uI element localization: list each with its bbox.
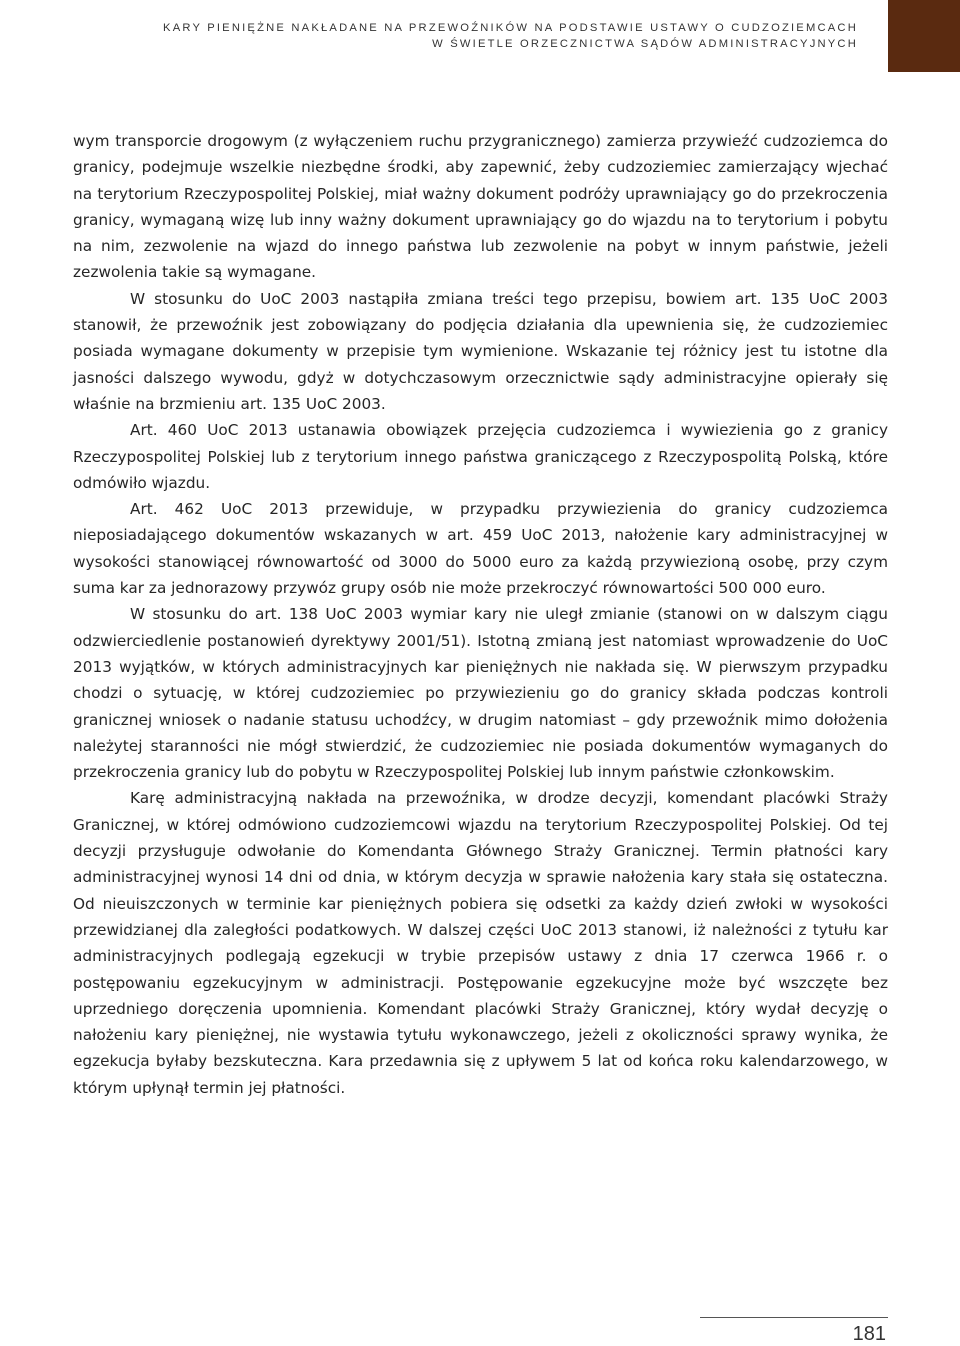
body-text bbox=[73, 128, 888, 1101]
paragraph: W stosunku do art. 138 UoC 2003 wymiar kary nie uległ zmianie (stanowi on w dalszym ciągu odzwierciedlenie postanowień dyrektywy 2001/51). Istotną zmianą jest natomiast wprowadzenie do UoC 2013 wyjątków, w których administracyjnych kar pieniężnych nie nakłada się. W pierwszym przypadku chodzi o sytuację, w której cudzoziemiec po przywiezieniu go do granicy składa podczas kontroli granicznej wniosek o nadanie statusu uchodźcy, w drugim natomiast – gdy przewoźnik mimo dołożenia należytej staranności nie mógł stwierdzić, że cudzoziemiec nie posiada dokumentów wymaganych do przekroczenia granicy lub do pobytu w Rzeczypospolitej Polskiej lub innym państwie członkowskim. bbox=[73, 605, 888, 782]
running-header bbox=[60, 20, 858, 52]
paragraph: Art. 460 UoC 2013 ustanawia obowiązek przejęcia cudzoziemca i wywiezienia go z granicy Rzeczypospolitej Polskiej lub z terytorium innego państwa graniczącego z Rzeczypospolitą Polską, które odmówiło wjazdu. bbox=[73, 421, 888, 492]
paragraph: Art. 462 UoC 2013 przewiduje, w przypadku przywiezienia do granicy cudzoziemca nieposiadającego dokumentów wskazanych w art. 459 UoC 2013, nałożenie kary administracyjnej w wysokości stanowiącej równowartość od 3000 do 5000 euro za każdą przywiezioną osobę, przy czym suma kar za jednorazowy przywóz grupy osób nie może przekroczyć równowartości 500 000 euro. bbox=[73, 500, 888, 598]
paragraph: Karę administracyjną nakłada na przewoźnika, w drodze decyzji, komendant placówki Straży Granicznej, w której odmówiono cudzoziemcowi wjazdu na terytorium Rzeczypospolitej Polskiej. Od tej decyzji przysługuje odwołanie do Komendanta Głównego Straży Granicznej. Termin płatności kary administracyjnej wynosi 14 dni od dnia, w którym decyzja w sprawie nałożenia kary stała się ostateczna. Od nieuiszczonych w terminie kar pieniężnych pobiera się odsetki za każdy dzień zwłoki w wysokości przewidzianej dla zaległości podatkowych. W dalszej części UoC 2013 stanowi, iż należności z tytułu kar administracyjnych podlegają egzekucji w trybie przepisów ustawy z dnia 17 czerwca 1966 r. o postępowaniu egzekucyjnym w administracji. Postępowanie egzekucyjne może być wszczęte bez uprzedniego doręczenia upomnienia. Komendant placówki Straży Granicznej, który wydał decyzję o nałożeniu kary pieniężnej, nie wystawia tytułu wykonawczego, jeżeli z okoliczności sprawy wynika, że egzekucja byłaby bezskuteczna. Kara przedawnia się z upływem 5 lat od końca roku kalendarzowego, w którym upłynął termin jej płatności. bbox=[73, 789, 888, 1097]
paragraph: W stosunku do UoC 2003 nastąpiła zmiana treści tego przepisu, bowiem art. 135 UoC 2003 stanowił, że przewoźnik jest zobowiązany do podjęcia działania dla upewnienia się, że cudzoziemiec posiada wymagane dokumenty w przepisie tym wymienione. Wskazanie tej różnicy jest tu istotne dla jasności dalszego wywodu, gdyż w dotychczasowym orzecznictwie sądy administracyjne opierały się właśnie na brzmieniu art. 135 UoC 2003. bbox=[73, 289, 888, 413]
footer-rule bbox=[700, 1317, 888, 1318]
running-header-line-2: W ŚWIETLE ORZECZNICTWA SĄDÓW ADMINISTRACYJNYCH bbox=[432, 38, 858, 50]
running-header-line-1: KARY PIENIĘŻNE NAKŁADANE NA PRZEWOŹNIKÓW NA PODSTAWIE USTAWY O CUDZOZIEMCACH bbox=[163, 22, 858, 34]
chapter-color-tab bbox=[888, 0, 960, 72]
paragraph-continued: wym transporcie drogowym (z wyłączeniem ruchu przygranicznego) zamierza przywieźć cudzoziemca do granicy, podejmuje wszelkie niezbędne środki, aby zapewnić, żeby cudzoziemiec zamierzający wjechać na terytorium Rzeczypospolitej Polskiej, miał ważny dokument podróży uprawniający go do przekroczenia granicy, wymaganą wizę lub inny ważny dokument uprawniający go do wjazdu na to terytorium i pobytu na nim, zezwolenie na wjazd do innego państwa lub zezwolenie na pobyt w innym państwie, jeżeli zezwolenia takie są wymagane. bbox=[73, 132, 888, 282]
page-number: 181 bbox=[852, 1323, 886, 1345]
